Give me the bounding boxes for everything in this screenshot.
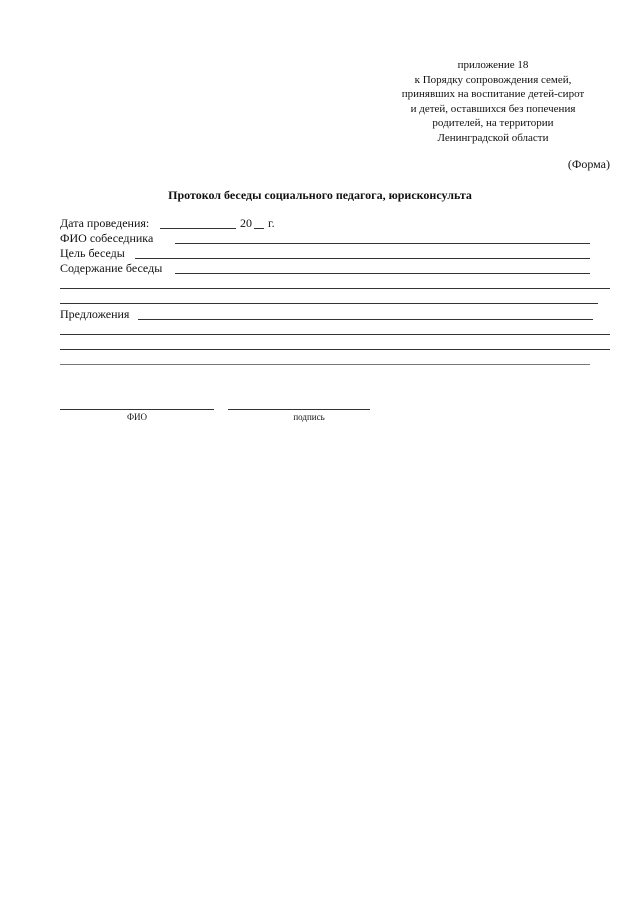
content-label: Содержание беседы bbox=[60, 261, 163, 275]
name-caption: ФИО bbox=[126, 412, 148, 422]
annex-line: к Порядку сопровождения семей, bbox=[414, 73, 572, 86]
content-blank-line[interactable] bbox=[60, 288, 610, 289]
goal-blank[interactable] bbox=[135, 258, 590, 259]
interlocutor-blank[interactable] bbox=[175, 243, 590, 244]
signature-caption: подпись bbox=[293, 412, 325, 422]
date-row bbox=[60, 216, 149, 231]
proposals-blank-line[interactable] bbox=[60, 364, 590, 365]
year-suffix: г. bbox=[268, 216, 275, 230]
signature-line[interactable] bbox=[228, 409, 370, 410]
year-blank[interactable] bbox=[254, 228, 264, 229]
year-prefix: 20 bbox=[240, 216, 252, 230]
proposals-label: Предложения bbox=[60, 307, 130, 321]
date-blank[interactable] bbox=[160, 228, 236, 229]
annex-line: приложение 18 bbox=[457, 59, 529, 71]
annex-line: родителей, на территории bbox=[432, 117, 554, 129]
date-label: Дата проведения: bbox=[60, 216, 150, 230]
annex-line: Ленинградской области bbox=[437, 131, 549, 144]
content-blank[interactable] bbox=[175, 273, 590, 274]
proposals-blank[interactable] bbox=[138, 319, 593, 320]
proposals-blank-line[interactable] bbox=[60, 334, 610, 335]
annex-line: принявших на воспитание детей-сирот bbox=[401, 88, 585, 100]
annex-block bbox=[388, 58, 598, 145]
page-title: Протокол беседы социального педагога, юрисконсульта bbox=[168, 188, 472, 202]
goal-label: Цель беседы bbox=[60, 246, 125, 260]
content-blank-line[interactable] bbox=[60, 303, 598, 304]
proposals-blank-line[interactable] bbox=[60, 349, 610, 350]
form-label: (Форма) bbox=[567, 157, 610, 171]
name-signature-line[interactable] bbox=[60, 409, 214, 410]
interlocutor-label: ФИО собеседника bbox=[60, 231, 154, 245]
annex-line: и детей, оставшихся без попечения bbox=[410, 102, 576, 115]
